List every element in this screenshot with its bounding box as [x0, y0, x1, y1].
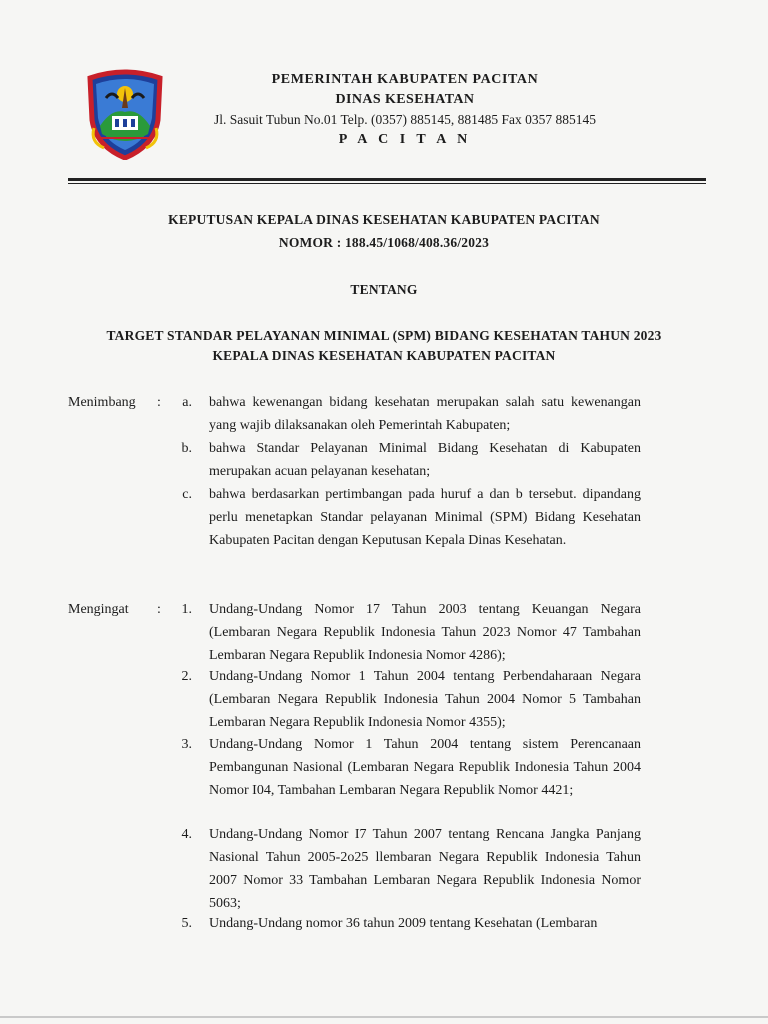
mengingat-marker-4: 4.	[181, 827, 192, 842]
menimbang-item-c: bahwa berdasarkan pertimbangan pada huruf a dan b tersebut. dipandang perlu menetapkan Standar pelayanan Minimal (SPM) Bidang Kesehatan Kabupaten Pacitan dengan Keputusan Kepala Dinas Kesehatan.	[209, 487, 641, 548]
letterhead-divider-thin	[68, 183, 706, 184]
mengingat-marker-1: 1.	[181, 602, 192, 617]
menimbang-item-b: bahwa Standar Pelayanan Minimal Bidang Kesehatan di Kabupaten merupakan acuan pelayanan kesehatan;	[209, 441, 641, 479]
mengingat-label: Mengingat	[68, 602, 129, 617]
mengingat-marker-3: 3.	[181, 737, 192, 752]
page-bottom-edge	[0, 1016, 768, 1018]
mengingat-item-3: Undang-Undang Nomor 1 Tahun 2004 tentang sistem Perencanaan Pembangunan Nasional (Lembaran Negara Republik Indonesia Tahun 2004 Nomor I04, Tambahan Lembaran Negara Republik Nomor 4421;	[209, 737, 641, 798]
mengingat-colon: :	[157, 602, 161, 617]
menimbang-marker-a: a.	[182, 395, 192, 410]
mengingat-marker-2: 2.	[181, 669, 192, 684]
agency-address: Jl. Sasuit Tubun No.01 Telp. (0357) 885145, 881485 Fax 0357 885145	[213, 112, 597, 127]
city-name: P A C I T A N	[338, 132, 472, 147]
mengingat-marker-5: 5.	[181, 916, 192, 931]
menimbang-label: Menimbang	[68, 395, 136, 410]
mengingat-item-5: Undang-Undang nomor 36 tahun 2009 tentang Kesehatan (Lembaran	[209, 916, 598, 931]
decree-issuer: KEPALA DINAS KESEHATAN KABUPATEN PACITAN	[212, 348, 556, 363]
menimbang-marker-c: c.	[182, 487, 192, 502]
decree-title: KEPUTUSAN KEPALA DINAS KESEHATAN KABUPATEN PACITAN	[168, 212, 600, 227]
pacitan-coat-of-arms-logo	[82, 68, 168, 160]
mengingat-item-2: Undang-Undang Nomor 1 Tahun 2004 tentang Perbendaharaan Negara (Lembaran Negara Republik Indonesia Tahun 2004 Nomor 5 Tambahan Lembaran Negara Republik Indonesia Nomor 4355);	[209, 669, 641, 730]
mengingat-item-1: Undang-Undang Nomor 17 Tahun 2003 tentang Keuangan Negara (Lembaran Negara Republik Indonesia Tahun 2023 Nomor 47 Tambahan Lembaran Negara Republik Indonesia Nomor 4286);	[209, 602, 641, 663]
mengingat-item-4: Undang-Undang Nomor I7 Tahun 2007 tentang Rencana Jangka Panjang Nasional Tahun 2005-2o25 llembaran Negara Republik Indonesia Tahun 2007 Nomor 33 Tambahan Lembaran Negara Republik Indonesia Nomor 5063;	[209, 827, 641, 911]
decree-about-label: TENTANG	[350, 282, 418, 297]
menimbang-item-a: bahwa kewenangan bidang kesehatan merupakan salah satu kewenangan yang wajib dilaksanakan oleh Pemerintah Kabupaten;	[209, 395, 641, 433]
government-name: PEMERINTAH KABUPATEN PACITAN	[271, 72, 539, 87]
menimbang-colon: :	[157, 395, 161, 410]
agency-name: DINAS KESEHATAN	[335, 92, 475, 107]
letterhead-divider-thick	[68, 178, 706, 181]
menimbang-marker-b: b.	[181, 441, 192, 456]
letterhead	[175, 72, 635, 148]
decree-subject: TARGET STANDAR PELAYANAN MINIMAL (SPM) BIDANG KESEHATAN TAHUN 2023	[106, 328, 662, 343]
decree-number: NOMOR : 188.45/1068/408.36/2023	[278, 235, 490, 250]
